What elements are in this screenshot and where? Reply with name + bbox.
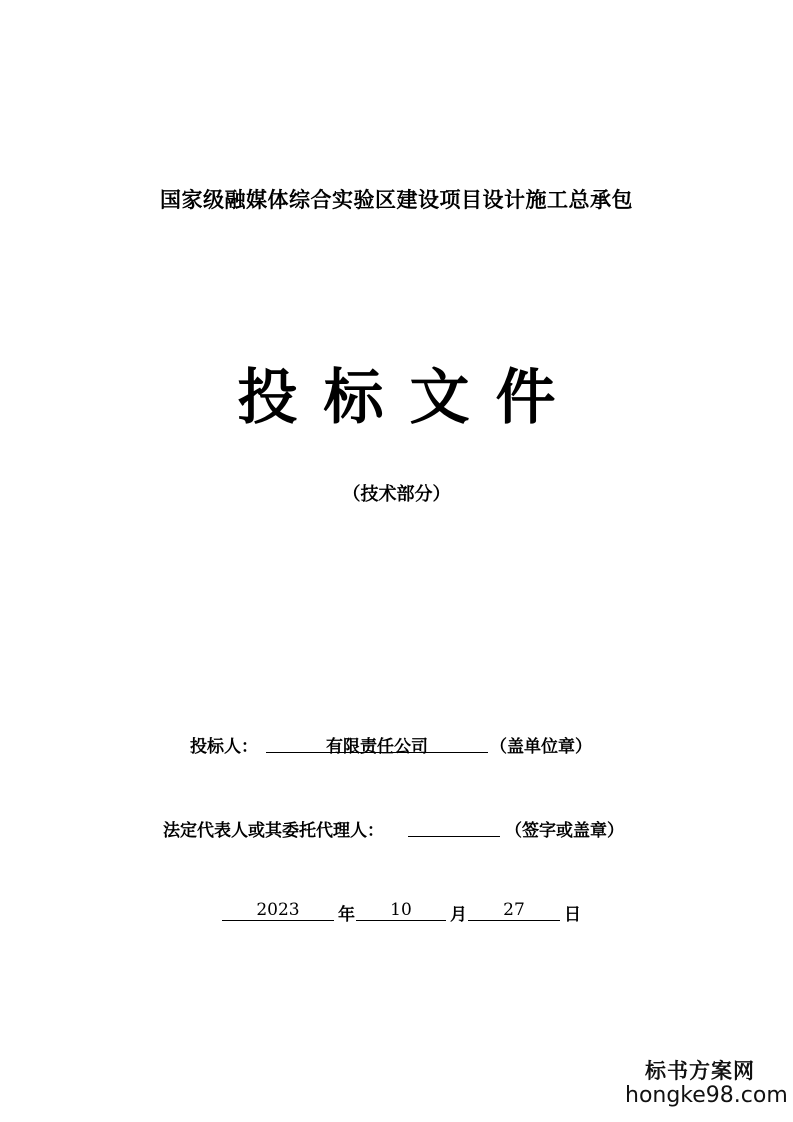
legal-representative-note: （签字或盖章）	[505, 821, 624, 841]
document-title: 投标文件	[237, 363, 582, 433]
watermark-chinese: 标书方案网	[645, 1058, 755, 1083]
legal-representative-value	[408, 816, 500, 837]
document-subtitle: （技术部分）	[342, 484, 451, 505]
bidder-value: 有限责任公司	[266, 732, 488, 753]
date-year: 2023	[222, 900, 334, 921]
legal-representative-label: 法定代表人或其委托代理人：	[163, 821, 384, 841]
bidder-seal-note: （盖单位章）	[490, 737, 592, 757]
watermark-domain: hongke98.com	[625, 1083, 788, 1108]
project-title: 国家级融媒体综合实验区建设项目设计施工总承包	[160, 187, 633, 212]
date-month-unit: 月	[450, 905, 467, 925]
date-day: 27	[468, 900, 560, 921]
bidder-label: 投标人：	[190, 737, 258, 757]
date-month: 10	[356, 900, 446, 921]
date-year-unit: 年	[338, 905, 355, 925]
watermark	[625, 1055, 788, 1108]
date-day-unit: 日	[564, 905, 581, 925]
